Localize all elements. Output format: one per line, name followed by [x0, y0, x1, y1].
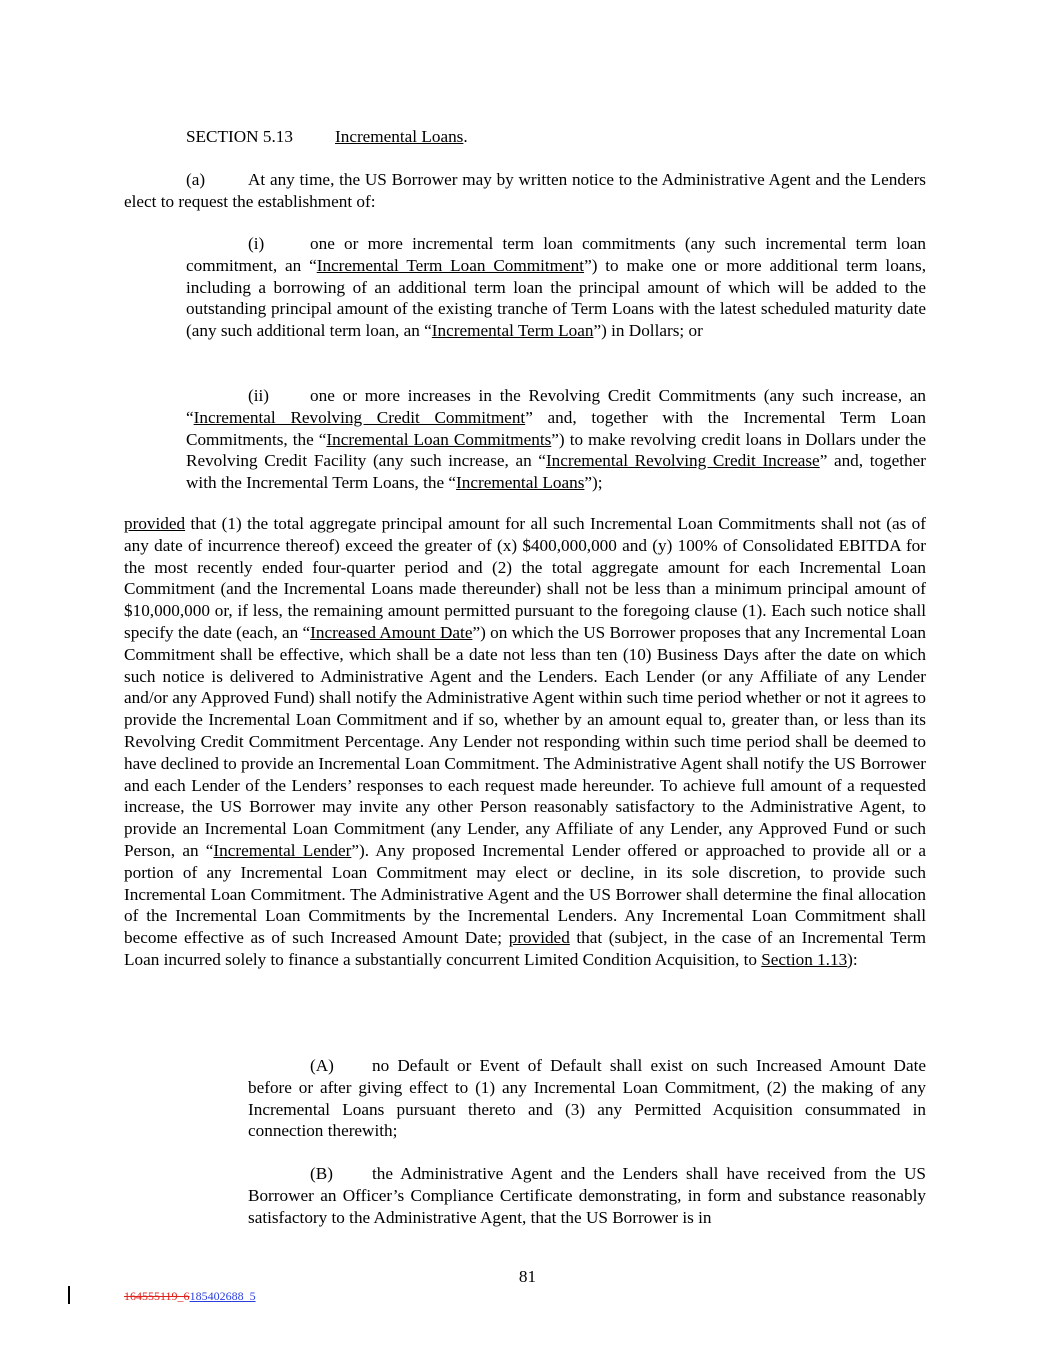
- defined-term-incremental-loans: Incremental Loans: [456, 473, 585, 493]
- document-id: [124, 1289, 256, 1303]
- paragraph-ii-text-1: one or more increases in the Revolving Credit Commitments (any such increase, an “: [186, 386, 926, 427]
- section-heading: [186, 126, 926, 148]
- proviso-text-2: ”) on which the US Borrower proposes that any Incremental Loan Commitment shall be effective, which shall be a date not less than ten (10) Business Days after the date on which such notice is delivered to Administrative Agent and the Lenders. Each Lender (or any Affiliate of any Lender and/or any Approved Fund) shall notify the Administrative Agent within such time period whether or not it agrees to provide the Incremental Loan Commitment and if so, whether by an amount equal to, greater than, or less than its Revolving Credit Commitment Percentage. Any Lender not responding within such time period shall be deemed to have declined to provide an Incremental Loan Commitment. The Administrative Agent shall notify the US Borrower and each Lender of the Lenders’ responses to each request made hereunder. To achieve full amount of a requested increase, the US Borrower may invite any other Person reasonably satisfactory to the Administrative Agent, to provide an Incremental Loan Commitment (any Lender, any Affiliate of any Lender, any Approved Fund or such Person, an “: [124, 622, 927, 860]
- condition-B: [248, 1163, 926, 1228]
- provided-keyword-1: provided: [124, 514, 186, 533]
- paragraph-ii-text-5: ”);: [584, 473, 603, 493]
- proviso-text-5: ):: [847, 949, 858, 969]
- paragraph-i-text-3: ”) in Dollars; or: [593, 321, 703, 341]
- defined-term-incremental-lender: Incremental Lender: [213, 840, 352, 860]
- proviso-text-3: ”). Any proposed Incremental Lender offered or approached to provide all or a portion of any Incremental Loan Commitment may elect or decline, in its sole discretion, to provide such Incremental Loan Commitment. The Administrative Agent and the US Borrower shall determine the final allocation of the Incremental Loan Commitments by the Incremental Lenders. Any Incremental Loan Commitment shall become effective as of such Increased Amount Date;: [124, 840, 926, 948]
- paragraph-i-text-2: ”) to make one or more additional term loans, including a borrowing of an additional term loan the principal amount of which will be added to the outstanding principal amount of the existing tranche of Term Loans with the latest scheduled maturity date (any such additional term loan, an “: [186, 255, 926, 341]
- condition-A: [248, 1055, 926, 1142]
- condition-A-label: (A): [310, 1056, 334, 1075]
- document-id-inserted: 185402688_5: [189, 1289, 256, 1303]
- paragraph-a-text: At any time, the US Borrower may by written notice to the Administrative Agent and the Lenders elect to request the establishment of:: [124, 170, 926, 211]
- revision-change-bar: [68, 1286, 70, 1304]
- condition-B-label: (B): [310, 1164, 333, 1183]
- condition-B-text: the Administrative Agent and the Lenders shall have received from the US Borrower an Officer’s Compliance Certificate demonstrating, in form and substance reasonably satisfactory to the Administrative Agent, that the US Borrower is in: [248, 1164, 926, 1227]
- document-id-deleted: 164555119_6: [124, 1289, 190, 1303]
- condition-A-text: no Default or Event of Default shall exist on such Increased Amount Date before or after giving effect to (1) any Incremental Loan Commitment, (2) the making of any Incremental Loans pursuant thereto and (3) any Permitted Acquisition consummated in connection therewith;: [248, 1056, 926, 1141]
- paragraph-i-label: (i): [248, 234, 265, 253]
- defined-term-increased-amount-date: Increased Amount Date: [310, 622, 473, 642]
- defined-term-incremental-loan-commitments: Incremental Loan Commitments: [326, 429, 552, 449]
- section-title-period: .: [463, 127, 468, 146]
- provided-keyword-2: provided: [508, 928, 570, 948]
- paragraph-ii: [186, 385, 926, 494]
- paragraph-a: [124, 169, 926, 213]
- proviso-paragraph: [124, 513, 926, 971]
- paragraph-i: [186, 233, 926, 342]
- paragraph-ii-text-2: ” and, together with the Incremental Term Loan Commitments, the “: [186, 407, 926, 449]
- defined-term-incremental-term-loan: Incremental Term Loan: [431, 321, 594, 341]
- proviso-text-1: that (1) the total aggregate principal amount for all such Incremental Loan Commitments shall not (as of any date of incurrence thereof) exceed the greater of (x) $400,000,000 and (y) 100% of Consolidated EBITDA for the most recently ended four-quarter period and (2) the total aggregate amount for each Incremental Loan Commitment (and the Incremental Loans made thereunder) shall not be less than a minimum principal amount of $10,000,000 or, if less, the remaining amount permitted pursuant to the foregoing clause (1). Each such notice shall specify the date (each, an “: [124, 514, 926, 642]
- proviso-text-4: that (subject, in the case of an Incremental Term Loan incurred solely to finance a substantially concurrent Limited Condition Acquisition, to: [124, 928, 926, 969]
- defined-term-incremental-revolving-credit-increase: Incremental Revolving Credit Increase: [545, 451, 820, 471]
- page-number: 81: [518, 1267, 537, 1286]
- paragraph-ii-text-4: ” and, together with the Incremental Term Loans, the “: [186, 451, 927, 493]
- paragraph-a-label: (a): [186, 170, 206, 189]
- paragraph-i-text-1: one or more incremental term loan commitments (any such incremental term loan commitment, an “: [186, 234, 926, 275]
- section-title: Incremental Loans: [335, 127, 464, 146]
- paragraph-ii-text-3: ”) to make revolving credit loans in Dollars under the Revolving Credit Facility (any such increase, an “: [186, 429, 926, 471]
- paragraph-ii-label: (ii): [248, 386, 269, 405]
- defined-term-incremental-revolving-credit-commitment: Incremental Revolving Credit Commitment: [193, 407, 526, 427]
- defined-term-incremental-term-loan-commitment: Incremental Term Loan Commitment: [316, 255, 585, 275]
- section-reference-link[interactable]: Section 1.13: [761, 949, 848, 969]
- section-number: SECTION 5.13: [186, 127, 293, 146]
